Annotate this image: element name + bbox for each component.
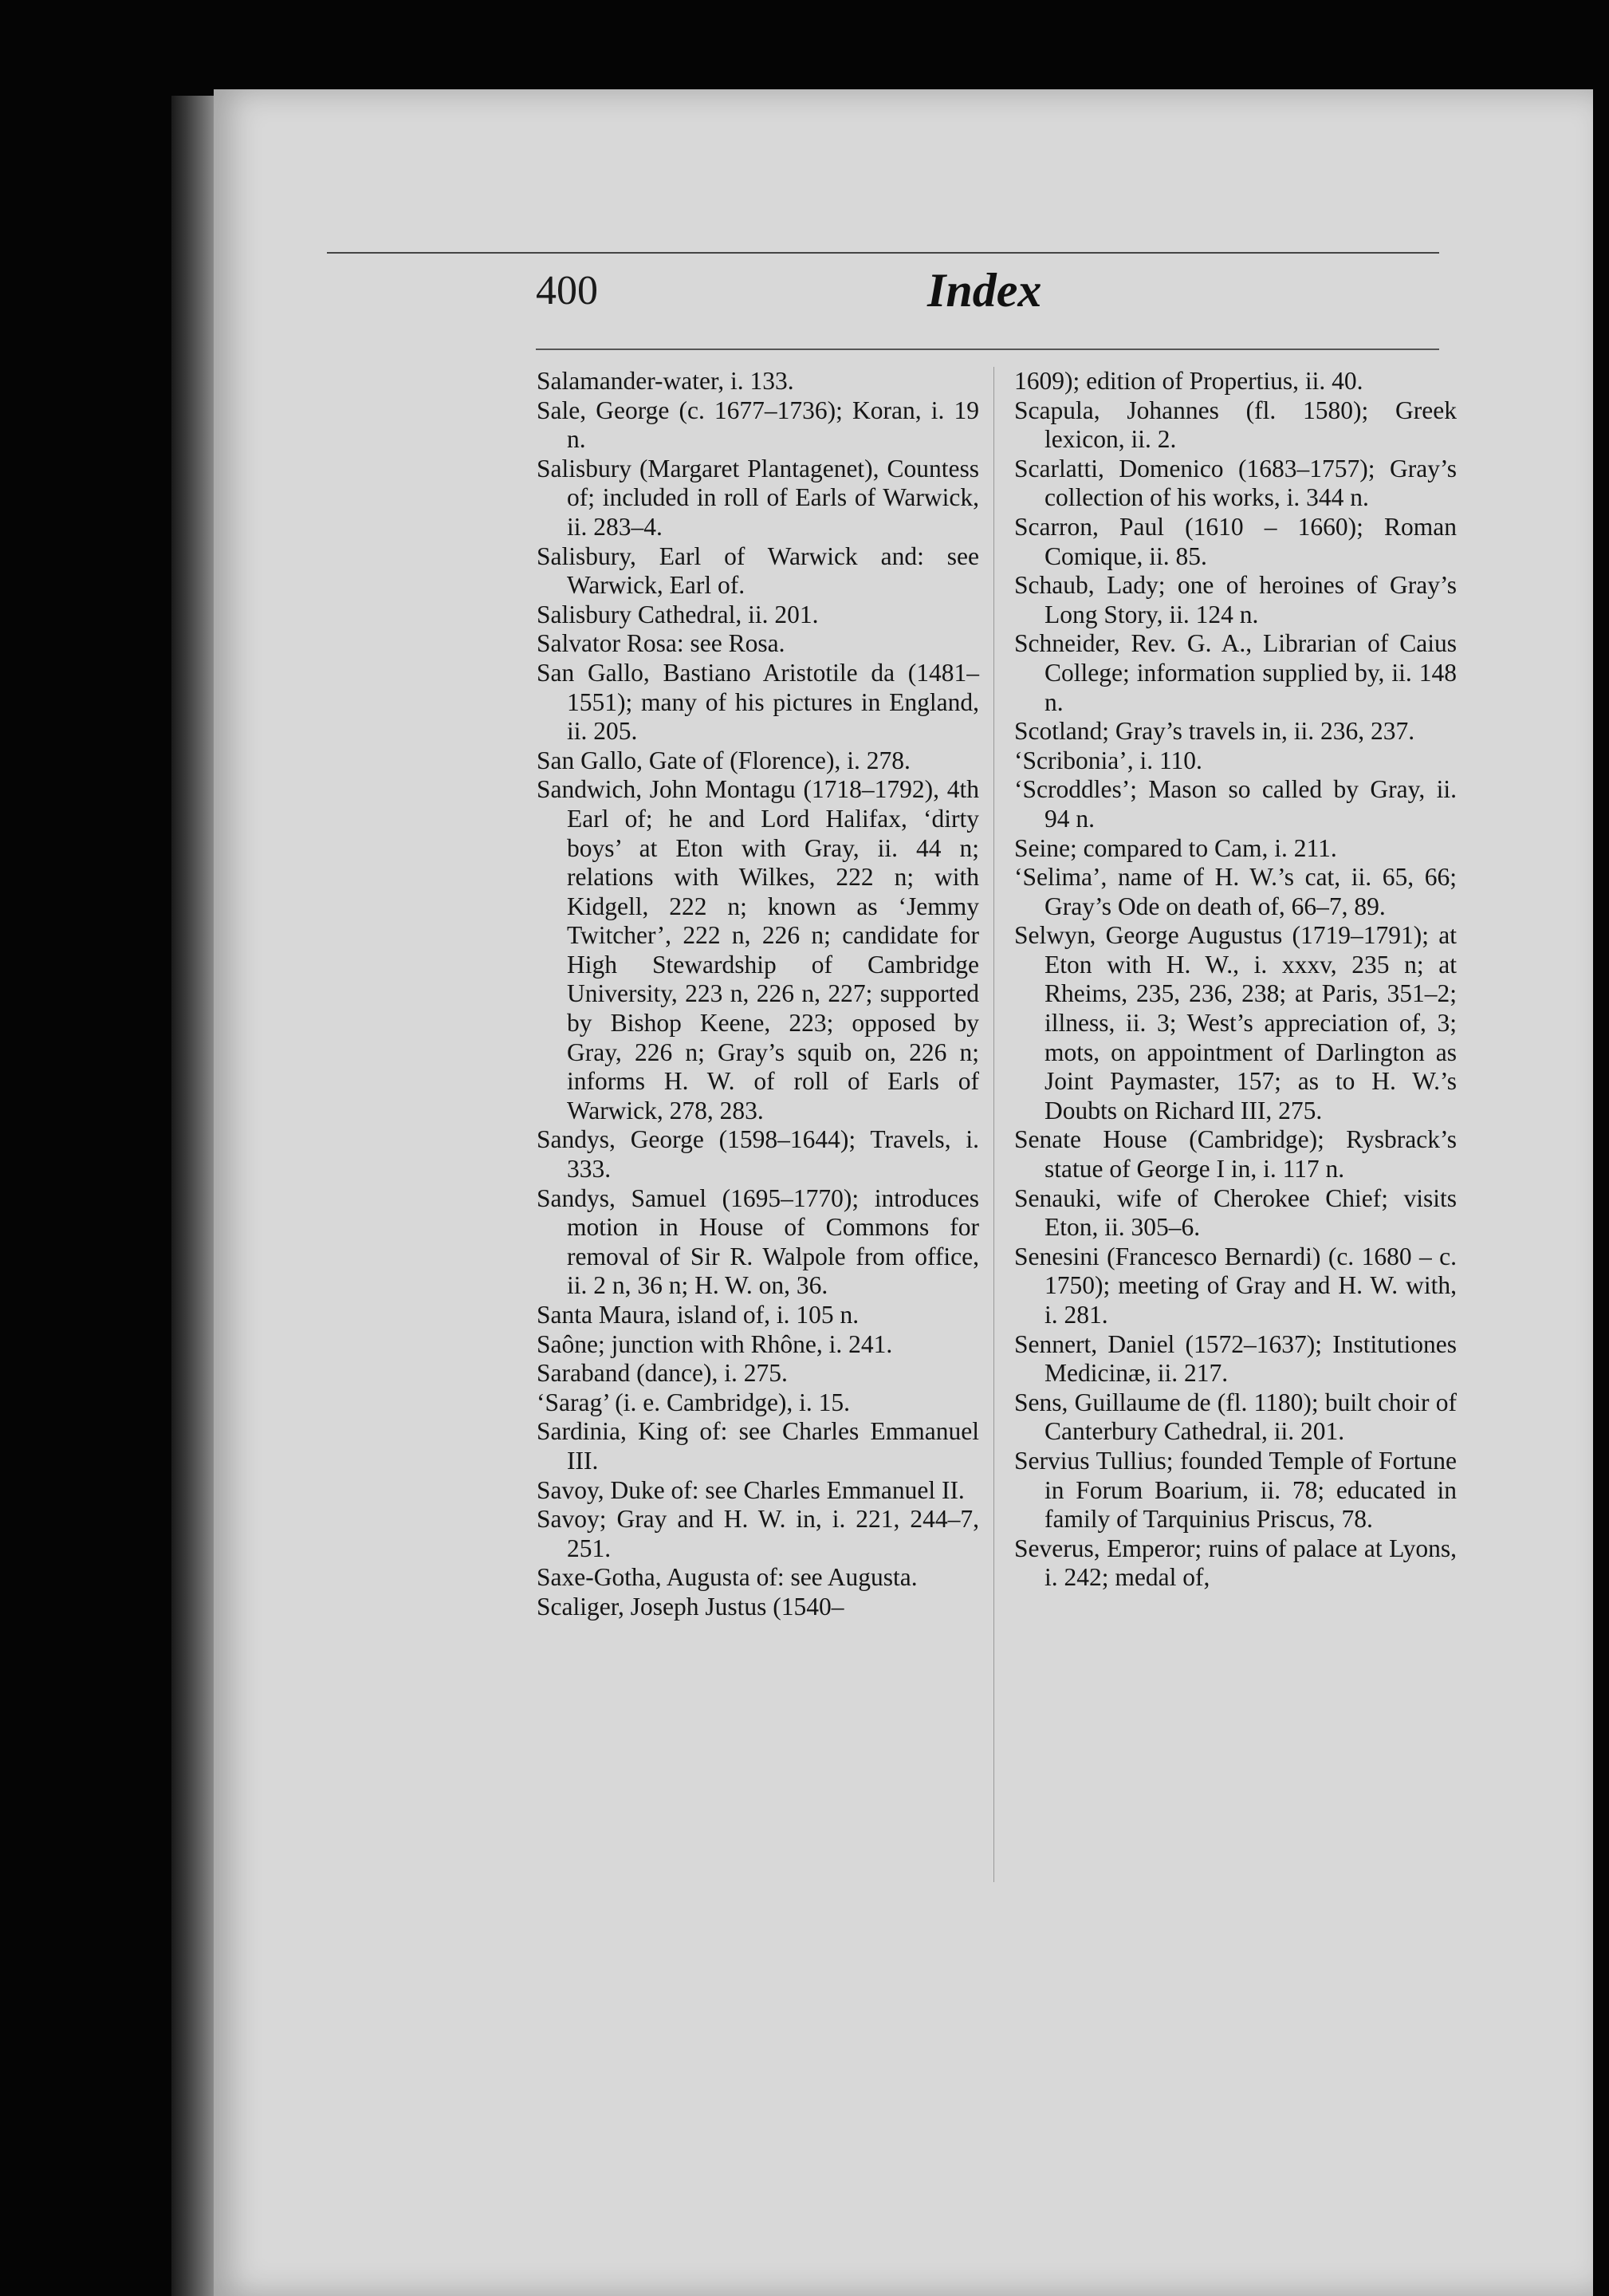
index-entry: Seine; compared to Cam, i. 211. [1014,833,1337,862]
index-entry: Severus, Emperor; ruins of palace at Lyons, i. 242; medal of, [1014,1534,1457,1592]
header-rule [327,252,1439,254]
index-entry: ‘Sarag’ (i. e. Cambridge), i. 15. [537,1388,851,1416]
index-entry: Santa Maura, island of, i. 105 n. [537,1301,860,1329]
index-entry: Salisbury Cathedral, ii. 201. [537,600,819,628]
index-column-right [1014,367,1457,1593]
index-entry: Salisbury, Earl of Warwick and: see Warwick, Earl of. [537,542,979,600]
page-number: 400 [536,268,598,313]
index-entry: ‘Scroddles’; Mason so called by Gray, ii. 94 n. [1014,775,1457,833]
index-entry: Savoy; Gray and H. W. in, i. 221, 244–7, 251. [537,1505,979,1562]
index-entry: Sandys, George (1598–1644); Travels, i. 333. [537,1125,979,1183]
index-entry: Sale, George (c. 1677–1736); Koran, i. 19 n. [537,396,979,454]
header-underline [536,349,1439,350]
index-entry: Savoy, Duke of: see Charles Emmanuel II. [537,1475,965,1504]
running-title: Index [927,264,1042,317]
index-entry: Scarlatti, Domenico (1683–1757); Gray’s collection of his works, i. 344 n. [1014,454,1457,512]
index-entry: Scapula, Johannes (fl. 1580); Greek lexicon, ii. 2. [1014,396,1457,454]
index-entry: Selwyn, George Augustus (1719–1791); at Eton with H. W., i. xxxv, 235 n; at Rheims, 235, 236, 238; at Paris, 351–2; illness, ii. 3; West’s appreciation of, 3; mots, on appointment of Darlington as Joint Paymaster, 157; as to H. W.’s Doubts on Richard III, 275. [1014,921,1457,1124]
index-entry: Salamander-water, i. 133. [537,367,794,395]
index-entry: Senesini (Francesco Bernardi) (c. 1680 – c. 1750); meeting of Gray and H. W. with, i. 281. [1014,1242,1457,1329]
index-entry: Saône; junction with Rhône, i. 241. [537,1329,893,1358]
index-entry: Schneider, Rev. G. A., Librarian of Caius College; information supplied by, ii. 148 n. [1014,629,1457,716]
index-entry: Scarron, Paul (1610 – 1660); Roman Comique, ii. 85. [1014,512,1457,570]
column-divider [993,367,994,1882]
index-entry: Senate House (Cambridge); Rysbrack’s statue of George I in, i. 117 n. [1014,1125,1457,1183]
index-entry: Saraband (dance), i. 275. [537,1359,788,1388]
book-spine-edge [171,96,219,2296]
index-entry: 1609); edition of Propertius, ii. 40. [1014,367,1363,395]
index-entry: Scaliger, Joseph Justus (1540– [537,1592,844,1621]
index-column-left [537,367,979,1622]
index-entry: Sandys, Samuel (1695–1770); introduces motion in House of Commons for removal of Sir R. Walpole from office, ii. 2 n, 36 n; H. W. on, 36. [537,1183,979,1300]
index-entry: Scotland; Gray’s travels in, ii. 236, 237. [1014,717,1415,746]
index-entry: Servius Tullius; founded Temple of Fortune in Forum Boarium, ii. 78; educated in family of Tarquinius Priscus, 78. [1014,1446,1457,1534]
index-entry: San Gallo, Gate of (Florence), i. 278. [537,746,911,774]
index-entry: Senauki, wife of Cherokee Chief; visits Eton, ii. 305–6. [1014,1183,1457,1242]
index-entry: Salvator Rosa: see Rosa. [537,629,785,658]
index-entry: ‘Scribonia’, i. 110. [1014,746,1202,774]
index-entry: ‘Selima’, name of H. W.’s cat, ii. 65, 66; Gray’s Ode on death of, 66–7, 89. [1014,863,1457,920]
index-entry: San Gallo, Bastiano Aristotile da (1481–1551); many of his pictures in England, ii. 205. [537,658,979,746]
index-entry: Saxe-Gotha, Augusta of: see Augusta. [537,1563,918,1592]
index-entry: Salisbury (Margaret Plantagenet), Countess of; included in roll of Earls of Warwick, ii. 283–4. [537,454,979,541]
index-entry: Sandwich, John Montagu (1718–1792), 4th Earl of; he and Lord Halifax, ‘dirty boys’ at Eton with Gray, ii. 44 n; relations with Wilkes, 222 n; with Kidgell, 222 n; known as ‘Jemmy Twitcher’, 222 n, 226 n; candidate for High Stewardship of Cambridge University, 223 n, 226 n, 227; supported by Bishop Keene, 223; opposed by Gray, 226 n; Gray’s squib on, 226 n; informs H. W. of roll of Earls of Warwick, 278, 283. [537,775,979,1124]
index-entry: Sens, Guillaume de (fl. 1180); built choir of Canterbury Cathedral, ii. 201. [1014,1388,1457,1446]
index-entry: Sardinia, King of: see Charles Emmanuel III. [537,1417,979,1475]
index-entry: Sennert, Daniel (1572–1637); Institutiones Medicinæ, ii. 217. [1014,1329,1457,1388]
index-entry: Schaub, Lady; one of heroines of Gray’s Long Story, ii. 124 n. [1014,571,1457,628]
